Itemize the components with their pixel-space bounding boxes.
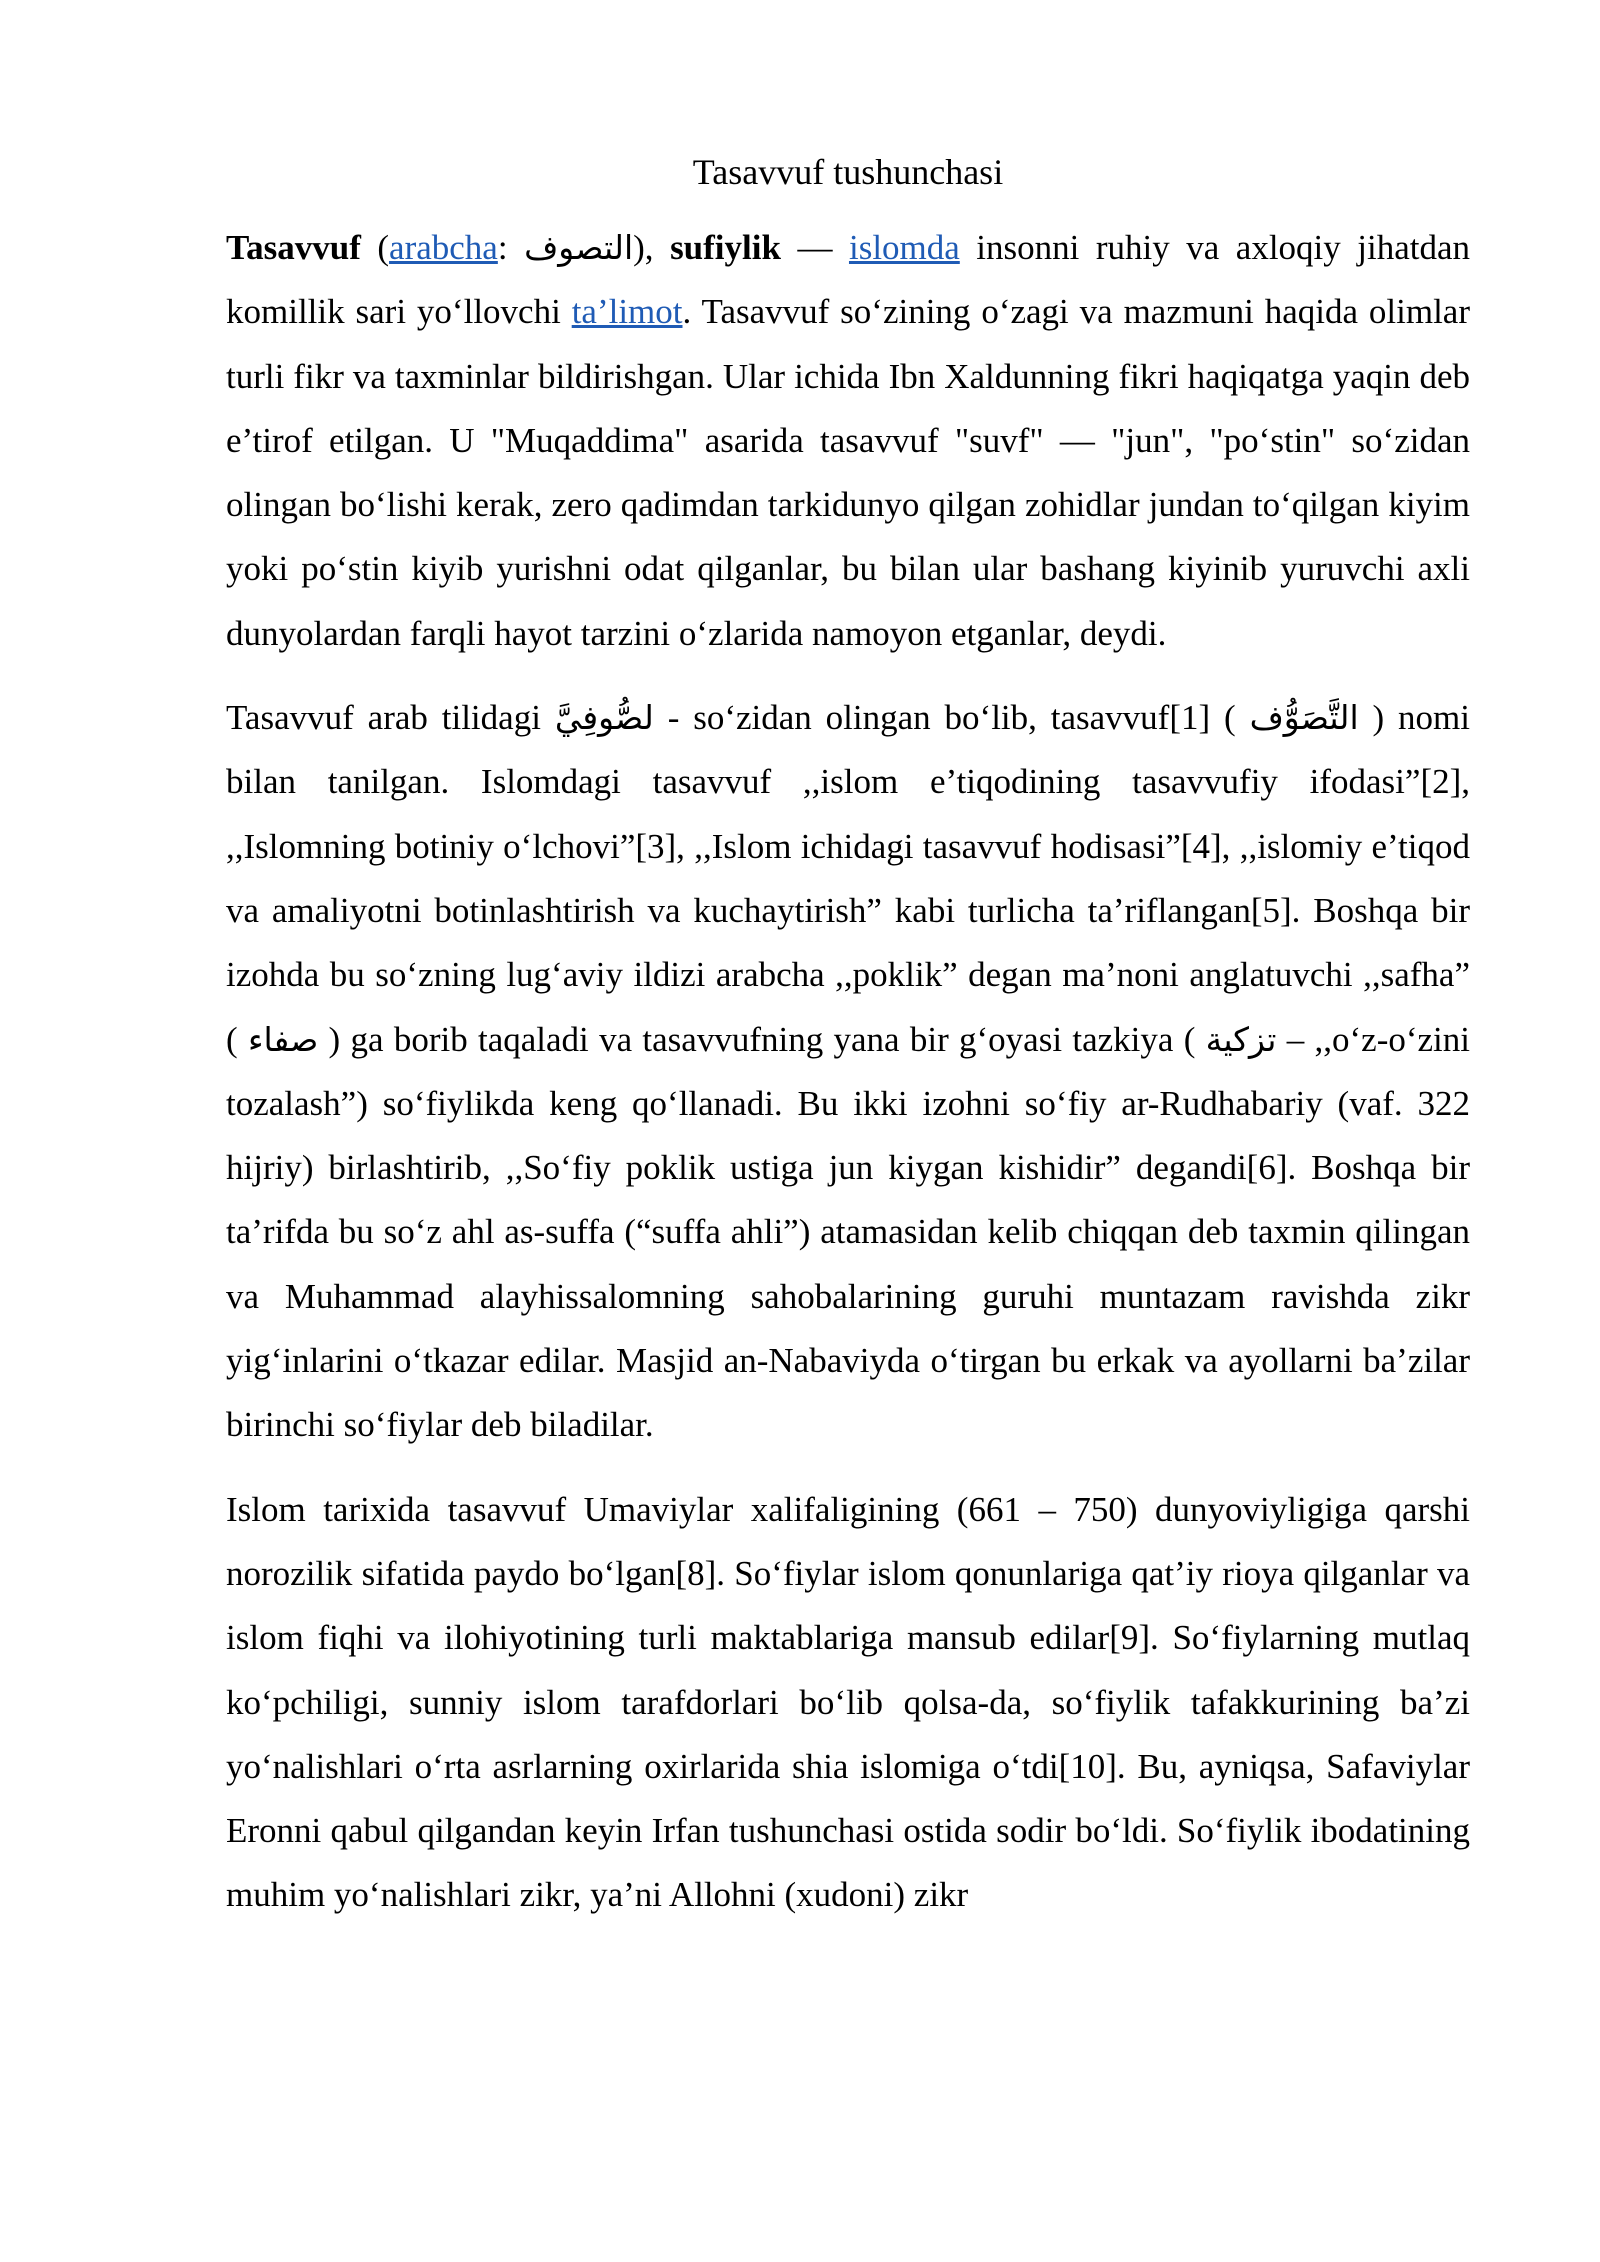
term-sufiylik: sufiylik <box>670 228 781 267</box>
paren-open: ( <box>360 228 390 267</box>
link-arabcha[interactable]: arabcha <box>389 228 498 267</box>
term-tasavvuf: Tasavvuf <box>226 228 361 267</box>
document-page <box>226 140 1470 1948</box>
document-title: Tasavvuf tushunchasi <box>692 152 1004 192</box>
paragraph-1-text-b: . Tasavvuf so‘zining o‘zagi va mazmuni haqida olimlar turli fikr va taxminlar bildirishgan. Ular ichida Ibn Xaldunning fikri haqiqatga yaqin deb e’tirof etilgan. U "Muqaddima" asarida tasavvuf "suvf" — "jun", "po‘stin" so‘zidan olingan bo‘lishi kerak, zero qadimdan tarkidunyo qilgan zohidlar jundan to‘qilgan kiyim yoki po‘stin kiyib yurishni odat qilganlar, bu bilan ular bashang kiyinib yuruvchi axli dunyolardan farqli hayot tarzini o‘zlarida namoyon etganlar, deydi. <box>226 292 1470 653</box>
arabic-word-sufi: لصُّوفِيَّ <box>554 698 654 738</box>
link-talimot[interactable]: ta’limot <box>571 292 683 332</box>
em-dash: — <box>780 228 849 267</box>
arabic-word-tasawwuf-2: التَّصَوُّف <box>1249 698 1359 738</box>
paragraph-1-text-a: insonni ruhiy va axloqiy jihatdan komillik sari yo‘llovchi <box>226 228 1471 332</box>
link-islomda[interactable]: islomda <box>848 228 960 267</box>
arabic-word-tazkiya: تزكية <box>1205 1019 1277 1059</box>
paragraph-2-text-b: - so‘zidan olingan bo‘lib, tasavvuf[1] ( <box>653 698 1250 738</box>
colon: : <box>497 228 525 267</box>
arabic-word-safa: صفاء <box>247 1019 319 1059</box>
paren-close: ), <box>633 228 671 267</box>
paragraph-2 <box>226 686 1470 1458</box>
paragraph-2-text-d: ) ga borib taqaladi va tasavvufning yana bir g‘oyasi tazkiya ( <box>318 1019 1206 1059</box>
arabic-word-tasawwuf: التصوف <box>524 228 634 267</box>
paragraph-1 <box>226 216 1470 666</box>
paragraph-2-text-a: Tasavvuf arab tilidagi <box>226 698 555 738</box>
paragraph-3: Islom tarixida tasavvuf Umaviylar xalifaligining (661 – 750) dunyoviyligiga qarshi norozilik sifatida paydo bo‘lgan[8]. So‘fiylar islom qonunlariga qat’iy rioya qilganlar va islom fiqhi va ilohiyotining turli maktablariga mansub edilar[9]. So‘fiylarning mutlaq ko‘pchiligi, sunniy islom tarafdorlari bo‘lib qolsa-da, so‘fiylik tafakkurining ba’zi yo‘nalishlari o‘rta asrlarning oxirlarida shia islomiga o‘tdi[10]. Bu, ayniqsa, Safaviylar Eronni qabul qilgandan keyin Irfan tushunchasi ostida sodir bo‘ldi. So‘fiylik ibodatining muhim yo‘nalishlari zikr, ya’ni Allohni (xudoni) zikr <box>226 1489 1470 1915</box>
paragraph-2-text-c: ) nomi bilan tanilgan. Islomdagi tasavvuf ,,islom e’tiqodining tasavvufiy ifodasi”[2], ,,Islomning botiniy o‘lchovi”[3], ,,Islom ichidagi tasavvuf hodisasi”[4], ,,islomiy e’tiqod va amaliyotni botinlashtirish va kuchaytirish” kabi turlicha ta’riflangan[5]. Boshqa bir izohda bu so‘zning lug‘aviy ildizi arabcha ,,poklik” degan ma’noni anglatuvchi ,,safha” ( <box>226 698 1470 1059</box>
paragraph-2-text-e: – ,,o‘z-o‘zini tozalash”) so‘fiylikda keng qo‘llanadi. Bu ikki izohni so‘fiy ar-Rudhabariy (vaf. 322 hijriy) birlashtirib, ,,So‘fiy poklik ustiga jun kiygan kishidir” degandi[6]. Boshqa bir ta’rifda bu so‘z ahl as-suffa (“suffa ahli”) atamasidan kelib chiqqan deb taxmin qilingan va Muhammad alayhissalomning sahobalarining guruhi muntazam ravishda zikr yig‘inlarini o‘tkazar edilar. Masjid an-Nabaviyda o‘tirgan bu erkak va ayollarni ba’zilar birinchi so‘fiylar deb biladilar. <box>226 1019 1470 1445</box>
